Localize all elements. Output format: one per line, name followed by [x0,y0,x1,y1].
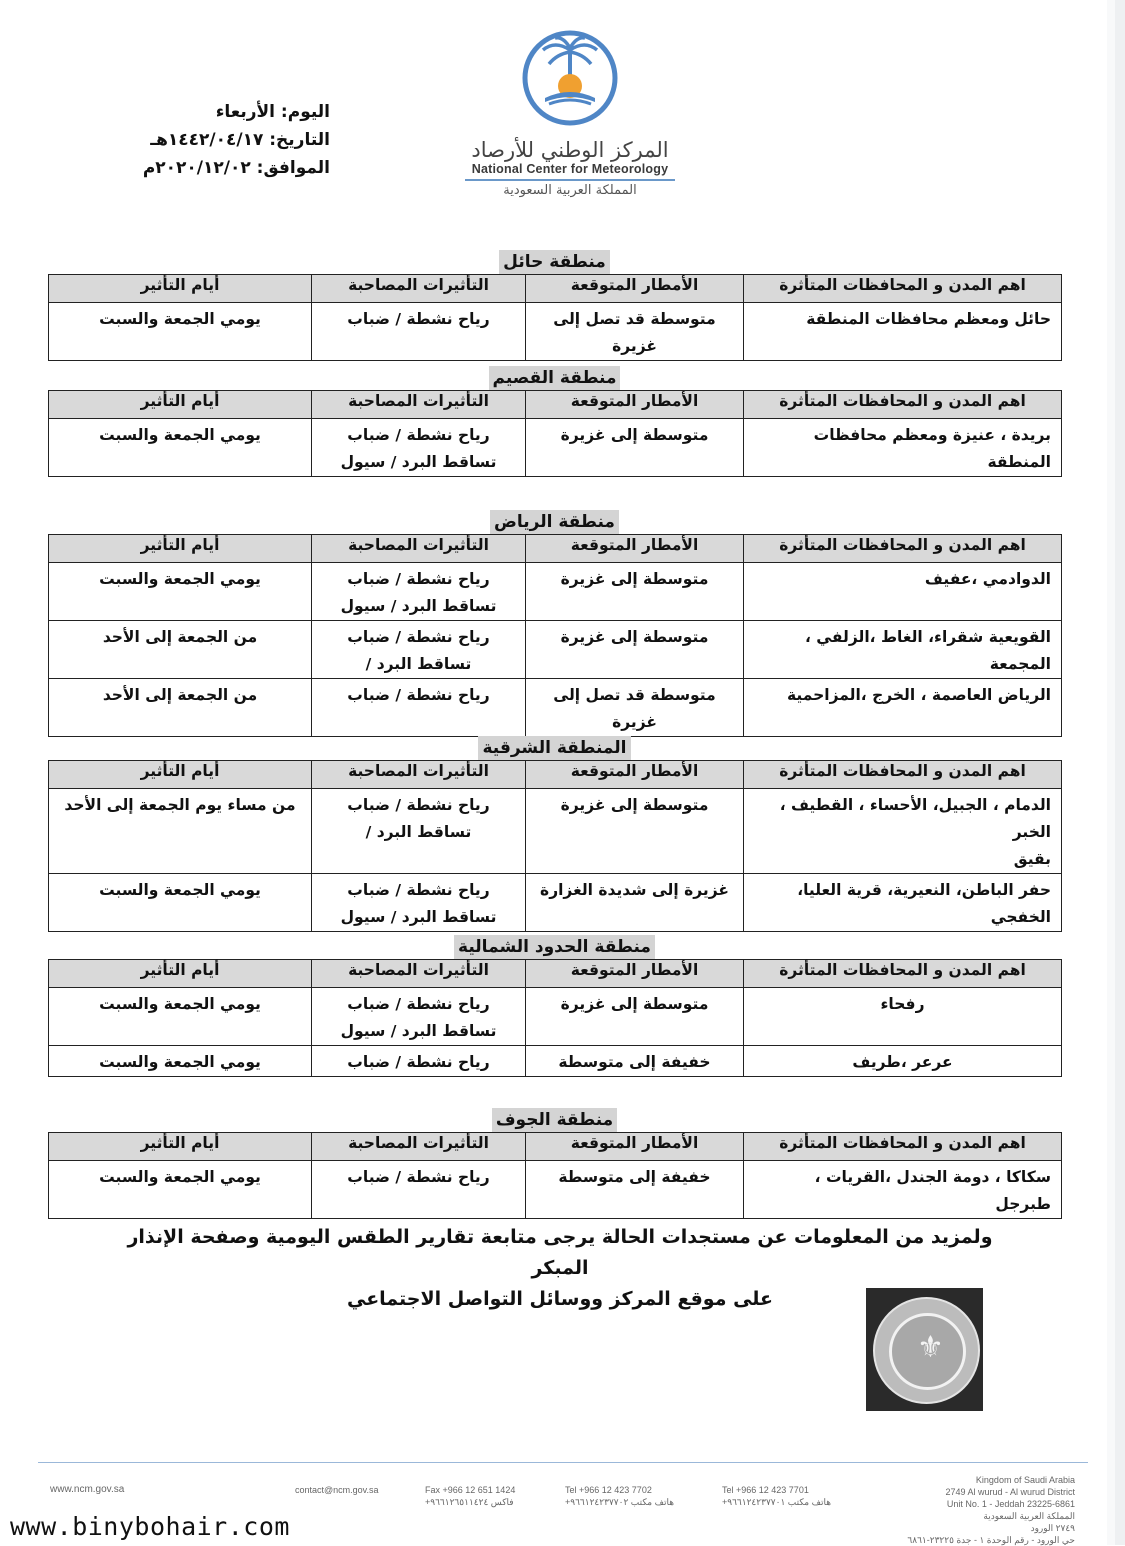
col-header-cities: اهم المدن و المحافظات المتأثرة [744,960,1062,988]
logo-divider [465,179,675,181]
table-header-row [49,1133,1062,1161]
region-table [48,760,1062,932]
col-header-rain: الأمطار المتوقعة [526,761,744,789]
cell-rain: متوسطة إلى غزيرة [526,563,744,621]
cell-days: يومي الجمعة والسبت [49,1161,312,1219]
addr-en-2: 2749 Al wurud - Al wurud District [945,1487,1075,1497]
table-row [49,789,1062,874]
col-header-rain: الأمطار المتوقعة [526,391,744,419]
footer-fax [425,1484,515,1508]
cell-days: من مساء يوم الجمعة إلى الأحد [49,789,312,874]
addr-en-3: Unit No. 1 - Jeddah 23225-6861 [946,1499,1075,1509]
region-section [48,935,1061,1077]
col-header-cities: اهم المدن و المحافظات المتأثرة [744,391,1062,419]
col-header-cities: اهم المدن و المحافظات المتأثرة [744,1133,1062,1161]
region-title: المنطقة الشرقية [478,736,630,760]
region-table [48,274,1062,361]
col-header-rain: الأمطار المتوقعة [526,960,744,988]
cell-days: يومي الجمعة والسبت [49,563,312,621]
cell-days: من الجمعة إلى الأحد [49,679,312,737]
cell-rain: خفيفة إلى متوسطة [526,1161,744,1219]
fax-en: Fax +966 12 651 1424 [425,1485,516,1495]
region-section [48,366,1061,477]
table-row [49,563,1062,621]
page-edge [1114,0,1125,1545]
footer-website-link[interactable]: www.ncm.gov.sa [50,1484,125,1495]
cell-cities: الدمام ، الجبيل، الأحساء ، القطيف ، الخبر بقيق [744,789,1062,874]
official-seal [866,1288,983,1411]
region-section [48,250,1061,361]
tel1-en: Tel +966 12 423 7702 [565,1485,652,1495]
col-header-effects: التأثيرات المصاحبة [312,391,526,419]
cell-rain: خفيفة إلى متوسطة [526,1046,744,1077]
col-header-effects: التأثيرات المصاحبة [312,1133,526,1161]
logo-name-ar: المركز الوطني للأرصاد [471,138,669,162]
table-row [49,621,1062,679]
cell-cities: الرياض العاصمة ، الخرج ،المزاحمية [744,679,1062,737]
region-title: منطقة الحدود الشمالية [454,935,655,959]
hijri-date: التاريخ: ١٤٤٢/٠٤/١٧هـ [150,130,330,150]
table-row [49,1046,1062,1077]
table-row [49,874,1062,932]
cell-rain: متوسطة إلى غزيرة [526,988,744,1046]
table-header-row [49,761,1062,789]
date-block [130,98,330,182]
footer-email-link[interactable]: contact@ncm.gov.sa [295,1485,379,1495]
col-header-effects: التأثيرات المصاحبة [312,960,526,988]
cell-rain: متوسطة قد تصل إلى غزيرة [526,679,744,737]
cell-cities: القويعية شقراء، الغاط ،الزلفي ، المجمعة [744,621,1062,679]
cell-days: يومي الجمعة والسبت [49,303,312,361]
region-title: منطقة الجوف [492,1108,617,1132]
col-header-days: أيام التأثير [49,761,312,789]
cell-cities: رفحاء [744,988,1062,1046]
cell-effects: رياح نشطة / ضباب تساقط البرد / سيول [312,419,526,477]
col-header-days: أيام التأثير [49,275,312,303]
cell-cities: عرعر ،طريف [744,1046,1062,1077]
day-label: اليوم: الأربعاء [215,102,330,122]
cell-effects: رياح نشطة / ضباب [312,1161,526,1219]
ncm-emblem-icon [515,28,625,128]
cell-days: يومي الجمعة والسبت [49,988,312,1046]
region-section [48,736,1061,932]
cell-rain: متوسطة إلى غزيرة [526,789,744,874]
cell-rain: غزيرة إلى شديدة الغزارة [526,874,744,932]
ncm-logo [450,28,690,198]
table-row [49,1161,1062,1219]
col-header-rain: الأمطار المتوقعة [526,535,744,563]
addr-ar-1: المملكة العربية السعودية [983,1511,1075,1521]
cell-cities: حفر الباطن، النعيرية، قرية العليا، الخفجي [744,874,1062,932]
tel2-en: Tel +966 12 423 7701 [722,1485,809,1495]
table-header-row [49,391,1062,419]
addr-ar-2: ٢٧٤٩ الورود [1030,1523,1075,1533]
gregorian-date: الموافق: ٢٠٢٠/١٢/٠٢م [142,158,330,178]
col-header-effects: التأثيرات المصاحبة [312,535,526,563]
tel2-ar: هاتف مكتب ٩٦٦١٢٤٢٣٧٧٠١+ [722,1497,831,1507]
col-header-days: أيام التأثير [49,535,312,563]
col-header-days: أيام التأثير [49,391,312,419]
cell-cities: حائل ومعظم محافظات المنطقة [744,303,1062,361]
logo-country-ar: المملكة العربية السعودية [503,183,637,198]
cell-effects: رياح نشطة / ضباب تساقط البرد / سيول [312,988,526,1046]
logo-name-en: National Center for Meteorology [471,162,669,176]
fax-ar: فاكس ٩٦٦١٢٦٥١١٤٢٤+ [425,1497,514,1507]
footer-address [885,1474,1075,1546]
table-header-row [49,960,1062,988]
col-header-effects: التأثيرات المصاحبة [312,275,526,303]
cell-effects: رياح نشطة / ضباب [312,303,526,361]
footer-tel-2 [722,1484,831,1508]
col-header-rain: الأمطار المتوقعة [526,1133,744,1161]
seal-ring [873,1297,980,1404]
seal-center [889,1313,966,1390]
cell-rain: متوسطة إلى غزيرة [526,621,744,679]
table-row [49,988,1062,1046]
table-row [49,303,1062,361]
col-header-cities: اهم المدن و المحافظات المتأثرة [744,535,1062,563]
cell-effects: رياح نشطة / ضباب تساقط البرد / سيول [312,874,526,932]
addr-ar-3: حي الورود - رقم الوحدة ١ - جدة ٢٣٢٢٥-٦٨٦١ [907,1535,1075,1545]
col-header-days: أيام التأثير [49,1133,312,1161]
region-table [48,959,1062,1077]
addr-en-1: Kingdom of Saudi Arabia [975,1475,1075,1485]
table-row [49,679,1062,737]
table-row [49,419,1062,477]
watermark-text: www.binybohair.com [10,1512,290,1541]
palm-swords-emblem-icon: ⚜ [917,1330,944,1365]
cell-effects: رياح نشطة / ضباب تساقط البرد / سيول [312,563,526,621]
region-section [48,510,1061,737]
col-header-rain: الأمطار المتوقعة [526,275,744,303]
region-table [48,390,1062,477]
table-header-row [49,535,1062,563]
cell-days: يومي الجمعة والسبت [49,1046,312,1077]
cell-days: من الجمعة إلى الأحد [49,621,312,679]
cell-days: يومي الجمعة والسبت [49,874,312,932]
page-edge-shadow [1107,0,1115,1545]
cell-days: يومي الجمعة والسبت [49,419,312,477]
region-title: منطقة الرياض [490,510,619,534]
cell-effects: رياح نشطة / ضباب [312,679,526,737]
col-header-cities: اهم المدن و المحافظات المتأثرة [744,761,1062,789]
region-table [48,1132,1062,1219]
cell-rain: متوسطة إلى غزيرة [526,419,744,477]
cell-cities: الدوادمي ،عفيف [744,563,1062,621]
note-line-1: ولمزيد من المعلومات عن مستجدات الحالة يرجى متابعة تقارير الطقس اليومية وصفحة الإنذار المبكر [127,1226,993,1279]
region-title: منطقة حائل [499,250,610,274]
region-title: منطقة القصيم [489,366,621,390]
footer-divider [38,1462,1088,1463]
col-header-days: أيام التأثير [49,960,312,988]
cell-rain: متوسطة قد تصل إلى غزيرة [526,303,744,361]
region-section [48,1108,1061,1219]
cell-cities: سكاكا ، دومة الجندل ،القريات ، طبرجل [744,1161,1062,1219]
region-table [48,534,1062,737]
tel1-ar: هاتف مكتب ٩٦٦١٢٤٢٣٧٧٠٢+ [565,1497,674,1507]
footer-tel-1 [565,1484,674,1508]
table-header-row [49,275,1062,303]
col-header-cities: اهم المدن و المحافظات المتأثرة [744,275,1062,303]
cell-effects: رياح نشطة / ضباب تساقط البرد / [312,621,526,679]
col-header-effects: التأثيرات المصاحبة [312,761,526,789]
cell-cities: بريدة ، عنيزة ومعظم محافظات المنطقة [744,419,1062,477]
note-line-2: على موقع المركز ووسائل التواصل الاجتماعي [346,1288,774,1310]
cell-effects: رياح نشطة / ضباب تساقط البرد / [312,789,526,874]
cell-effects: رياح نشطة / ضباب [312,1046,526,1077]
